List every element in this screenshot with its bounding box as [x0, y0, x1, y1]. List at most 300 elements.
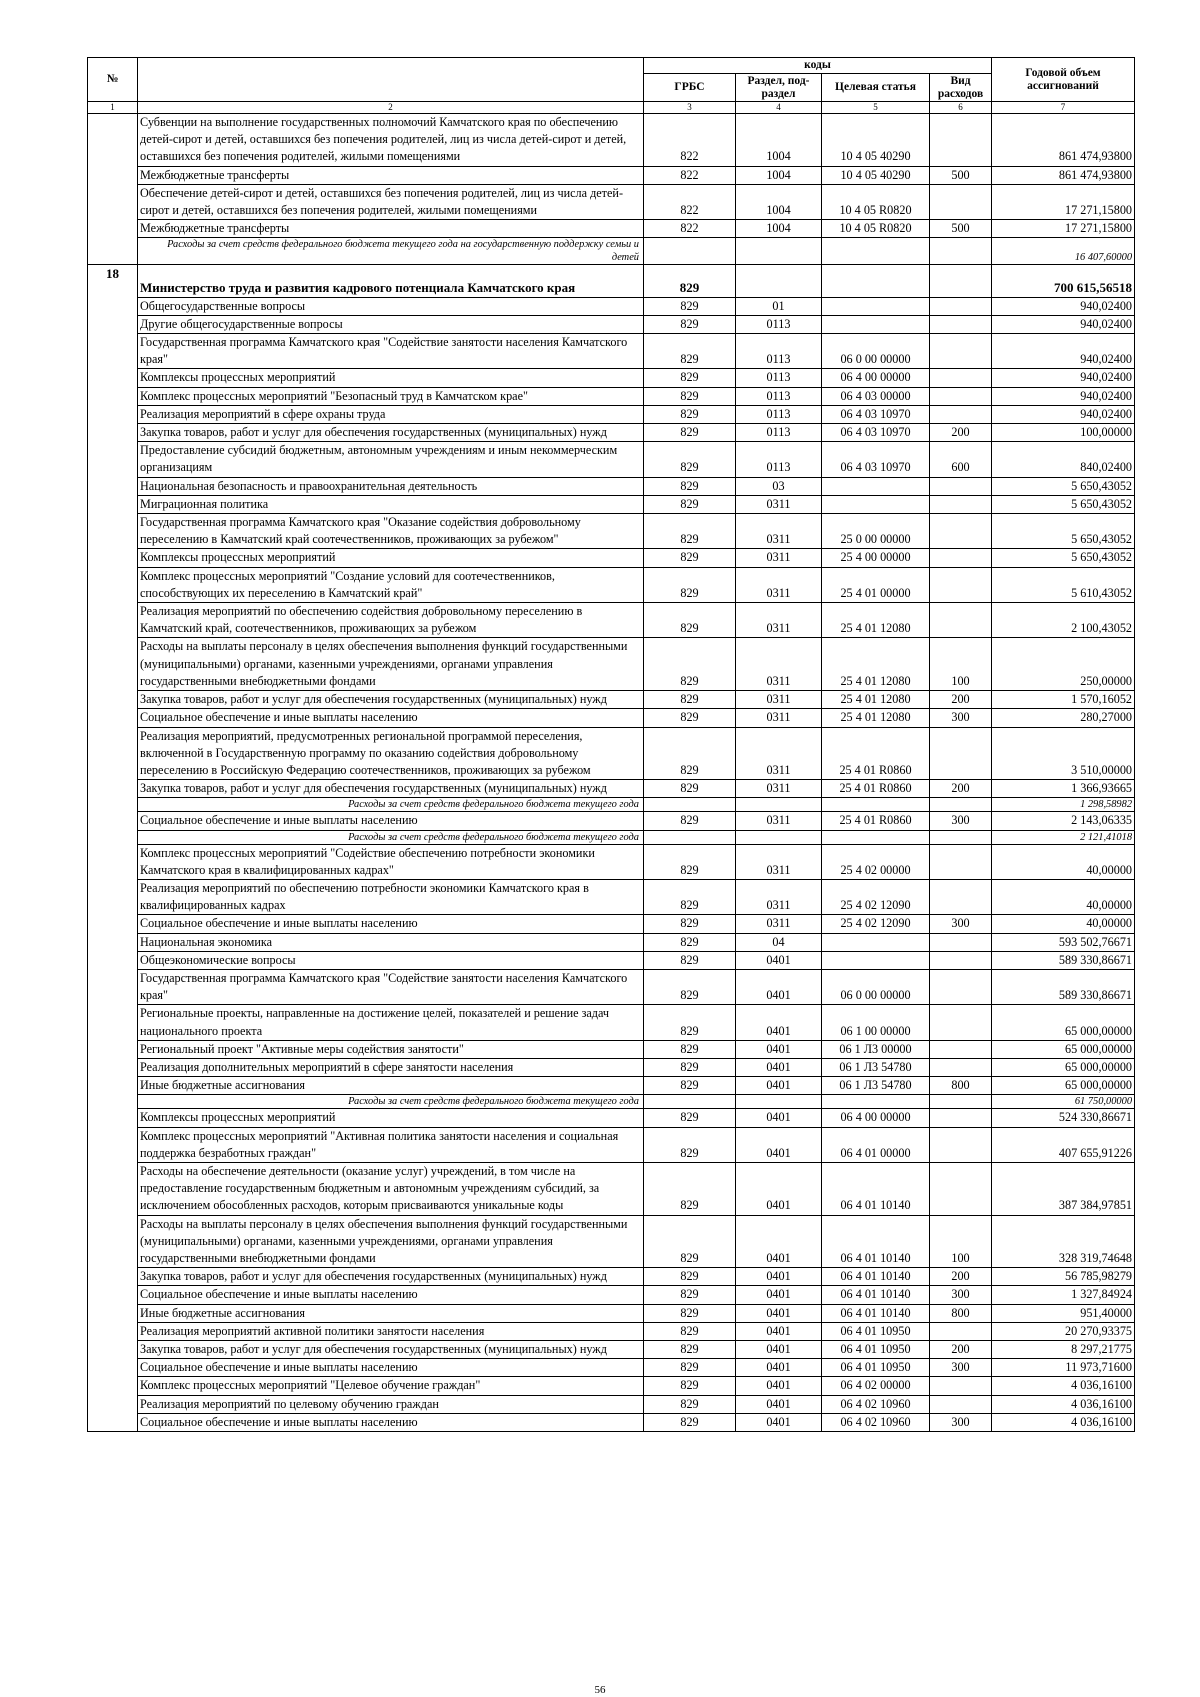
cell-section: 0113 [736, 315, 822, 333]
cell-annual: 840,02400 [992, 442, 1135, 477]
cell-annual: 940,02400 [992, 387, 1135, 405]
cell-name: Расходы на обеспечение деятельности (оказание услуг) учреждений, в том числе на предоставление государственным бюджетным и автономным учреждениям субсидий, за исключением обособленных расходов, которым присваиваются уникальные коды [138, 1162, 644, 1215]
cell-section: 0311 [736, 549, 822, 567]
cell-grbs: 829 [644, 495, 736, 513]
header-index: 4 [736, 102, 822, 114]
cell-annual: 56 785,98279 [992, 1268, 1135, 1286]
cell-expense-type [930, 315, 992, 333]
cell-grbs: 829 [644, 603, 736, 638]
cell-expense-type: 300 [930, 1413, 992, 1431]
cell-target [822, 933, 930, 951]
cell-expense-type [930, 1322, 992, 1340]
cell-expense-type [930, 549, 992, 567]
cell-section: 0401 [736, 1286, 822, 1304]
cell-grbs: 829 [644, 727, 736, 780]
cell-expense-type: 100 [930, 1215, 992, 1268]
cell-expense-type [930, 1395, 992, 1413]
cell-target: 25 4 01 12080 [822, 691, 930, 709]
cell-target: 25 4 02 12090 [822, 915, 930, 933]
cell-target: 06 4 01 00000 [822, 1127, 930, 1162]
cell-name: Иные бюджетные ассигнования [138, 1304, 644, 1322]
cell-grbs: 829 [644, 297, 736, 315]
cell-grbs: 829 [644, 1413, 736, 1431]
cell-target [822, 798, 930, 812]
cell-expense-type: 200 [930, 1341, 992, 1359]
cell-grbs [644, 1095, 736, 1109]
cell-annual: 407 655,91226 [992, 1127, 1135, 1162]
cell-target: 25 4 01 12080 [822, 638, 930, 691]
cell-name: Министерство труда и развития кадрового потенциала Камчатского края [138, 265, 644, 297]
cell-name: Комплекс процессных мероприятий "Целевое обучение граждан" [138, 1377, 644, 1395]
cell-expense-type [930, 514, 992, 549]
cell-grbs: 829 [644, 1040, 736, 1058]
cell-section: 0113 [736, 334, 822, 369]
cell-name: Государственная программа Камчатского края "Оказание содействия добровольному переселению в Камчатский край соотечественников, проживающих за рубежом" [138, 514, 644, 549]
cell-section: 0311 [736, 603, 822, 638]
cell-target: 06 4 00 00000 [822, 369, 930, 387]
cell-section [736, 1095, 822, 1109]
table-row [88, 1162, 1135, 1215]
cell-section: 01 [736, 297, 822, 315]
cell-annual: 40,00000 [992, 915, 1135, 933]
cell-section: 0401 [736, 1359, 822, 1377]
header-index: 6 [930, 102, 992, 114]
cell-grbs: 829 [644, 1162, 736, 1215]
cell-section: 0113 [736, 442, 822, 477]
cell-target: 06 4 01 10140 [822, 1304, 930, 1322]
table-row [88, 1359, 1135, 1377]
table-row [88, 727, 1135, 780]
cell-annual: 40,00000 [992, 844, 1135, 879]
cell-expense-type [930, 969, 992, 1004]
cell-name: Закупка товаров, работ и услуг для обеспечения государственных (муниципальных) нужд [138, 1341, 644, 1359]
cell-section: 0113 [736, 369, 822, 387]
cell-target: 06 4 01 10140 [822, 1268, 930, 1286]
cell-annual: 4 036,16100 [992, 1413, 1135, 1431]
cell-expense-type [930, 603, 992, 638]
cell-name: Закупка товаров, работ и услуг для обеспечения государственных (муниципальных) нужд [138, 691, 644, 709]
cell-name: Национальная экономика [138, 933, 644, 951]
cell-annual: 524 330,86671 [992, 1109, 1135, 1127]
cell-section: 0311 [736, 780, 822, 798]
cell-target: 06 1 Л3 54780 [822, 1058, 930, 1076]
cell-name: Социальное обеспечение и иные выплаты населению [138, 1359, 644, 1377]
cell-annual: 17 271,15800 [992, 220, 1135, 238]
cell-grbs: 829 [644, 265, 736, 297]
cell-section: 0401 [736, 1109, 822, 1127]
cell-number [88, 114, 138, 265]
cell-section: 1004 [736, 166, 822, 184]
cell-grbs: 829 [644, 691, 736, 709]
cell-name: Социальное обеспечение и иные выплаты населению [138, 812, 644, 830]
header-index: 2 [138, 102, 644, 114]
ministry-row [88, 265, 1135, 297]
cell-grbs: 822 [644, 166, 736, 184]
cell-section: 0113 [736, 387, 822, 405]
cell-expense-type [930, 844, 992, 879]
table-row [88, 442, 1135, 477]
cell-target: 06 1 Л3 54780 [822, 1077, 930, 1095]
cell-target: 10 4 05 40290 [822, 114, 930, 167]
cell-section: 0401 [736, 1341, 822, 1359]
cell-target [822, 238, 930, 265]
table-row [88, 1395, 1135, 1413]
cell-expense-type [930, 369, 992, 387]
cell-grbs: 829 [644, 951, 736, 969]
cell-expense-type [930, 951, 992, 969]
cell-annual: 65 000,00000 [992, 1005, 1135, 1040]
header-target: Целевая статья [822, 74, 930, 102]
cell-grbs: 829 [644, 442, 736, 477]
table-row [88, 1005, 1135, 1040]
header-index: 5 [822, 102, 930, 114]
cell-grbs: 829 [644, 334, 736, 369]
table-row [88, 915, 1135, 933]
cell-name: Расходы за счет средств федерального бюджета текущего года [138, 830, 644, 844]
table-header [88, 58, 1135, 114]
cell-name: Комплекс процессных мероприятий "Активная политика занятости населения и социальная поддержка безработных граждан" [138, 1127, 644, 1162]
table-row [88, 844, 1135, 879]
cell-annual: 2 121,41018 [992, 830, 1135, 844]
cell-expense-type [930, 477, 992, 495]
cell-grbs: 822 [644, 220, 736, 238]
table-row [88, 1077, 1135, 1095]
cell-annual: 11 973,71600 [992, 1359, 1135, 1377]
cell-grbs: 829 [644, 915, 736, 933]
cell-target [822, 477, 930, 495]
cell-expense-type: 200 [930, 691, 992, 709]
table-row [88, 951, 1135, 969]
cell-annual: 328 319,74648 [992, 1215, 1135, 1268]
cell-name: Региональный проект "Активные меры содействия занятости" [138, 1040, 644, 1058]
cell-annual: 593 502,76671 [992, 933, 1135, 951]
cell-grbs [644, 830, 736, 844]
cell-target [822, 1095, 930, 1109]
cell-grbs: 829 [644, 1215, 736, 1268]
table-row [88, 1377, 1135, 1395]
cell-name: Региональные проекты, направленные на достижение целей, показателей и решение задач национального проекта [138, 1005, 644, 1040]
cell-expense-type [930, 387, 992, 405]
cell-annual: 65 000,00000 [992, 1058, 1135, 1076]
cell-annual: 65 000,00000 [992, 1040, 1135, 1058]
cell-expense-type [930, 830, 992, 844]
cell-target: 25 0 00 00000 [822, 514, 930, 549]
budget-sheet [87, 57, 1134, 1432]
table-row [88, 297, 1135, 315]
cell-grbs: 829 [644, 1286, 736, 1304]
cell-expense-type: 300 [930, 709, 992, 727]
cell-section: 0401 [736, 1413, 822, 1431]
table-row [88, 933, 1135, 951]
cell-expense-type: 100 [930, 638, 992, 691]
cell-target [822, 495, 930, 513]
cell-section: 0311 [736, 638, 822, 691]
cell-annual: 387 384,97851 [992, 1162, 1135, 1215]
cell-target: 06 4 01 10140 [822, 1286, 930, 1304]
cell-annual: 17 271,15800 [992, 184, 1135, 219]
cell-annual: 951,40000 [992, 1304, 1135, 1322]
cell-grbs: 829 [644, 638, 736, 691]
cell-grbs: 829 [644, 424, 736, 442]
cell-grbs: 829 [644, 933, 736, 951]
cell-target: 25 4 02 00000 [822, 844, 930, 879]
table-row [88, 1286, 1135, 1304]
cell-annual: 4 036,16100 [992, 1377, 1135, 1395]
cell-section: 0401 [736, 1127, 822, 1162]
cell-annual: 8 297,21775 [992, 1341, 1135, 1359]
cell-expense-type: 200 [930, 424, 992, 442]
cell-grbs: 829 [644, 969, 736, 1004]
cell-expense-type: 800 [930, 1077, 992, 1095]
table-row [88, 495, 1135, 513]
cell-target: 25 4 01 12080 [822, 709, 930, 727]
cell-section: 0401 [736, 1322, 822, 1340]
header-index-row [88, 102, 1135, 114]
cell-name: Межбюджетные трансферты [138, 166, 644, 184]
table-row [88, 1268, 1135, 1286]
table-row [88, 315, 1135, 333]
table-row [88, 387, 1135, 405]
note-row [88, 830, 1135, 844]
cell-annual: 1 327,84924 [992, 1286, 1135, 1304]
cell-grbs [644, 798, 736, 812]
cell-target [822, 315, 930, 333]
table-row [88, 1322, 1135, 1340]
cell-expense-type: 200 [930, 1268, 992, 1286]
header-codes: коды [644, 58, 992, 74]
cell-name: Общеэкономические вопросы [138, 951, 644, 969]
cell-name: Закупка товаров, работ и услуг для обеспечения государственных (муниципальных) нужд [138, 780, 644, 798]
cell-target: 25 4 01 12080 [822, 603, 930, 638]
cell-annual: 280,27000 [992, 709, 1135, 727]
note-row [88, 798, 1135, 812]
cell-section: 0311 [736, 915, 822, 933]
cell-name: Расходы за счет средств федерального бюджета текущего года [138, 1095, 644, 1109]
cell-target: 25 4 01 R0860 [822, 812, 930, 830]
cell-expense-type: 500 [930, 220, 992, 238]
cell-section: 0311 [736, 844, 822, 879]
cell-target: 06 4 01 10950 [822, 1341, 930, 1359]
cell-annual: 1 366,93665 [992, 780, 1135, 798]
cell-target: 06 4 00 00000 [822, 1109, 930, 1127]
cell-section: 0311 [736, 691, 822, 709]
cell-target: 06 4 02 00000 [822, 1377, 930, 1395]
cell-expense-type [930, 933, 992, 951]
cell-annual: 3 510,00000 [992, 727, 1135, 780]
cell-section: 0311 [736, 495, 822, 513]
cell-target: 06 0 00 00000 [822, 969, 930, 1004]
cell-grbs: 829 [644, 567, 736, 602]
cell-expense-type [930, 567, 992, 602]
cell-name: Предоставление субсидий бюджетным, автономным учреждениям и иным некоммерческим организациям [138, 442, 644, 477]
cell-grbs: 822 [644, 184, 736, 219]
cell-target: 10 4 05 R0820 [822, 184, 930, 219]
cell-expense-type: 300 [930, 812, 992, 830]
cell-name: Расходы за счет средств федерального бюджета текущего года [138, 798, 644, 812]
cell-annual: 1 298,58982 [992, 798, 1135, 812]
cell-name: Государственная программа Камчатского края "Содействие занятости населения Камчатского края" [138, 334, 644, 369]
cell-section: 0311 [736, 709, 822, 727]
table-row [88, 1341, 1135, 1359]
cell-expense-type [930, 1377, 992, 1395]
table-row [88, 369, 1135, 387]
cell-grbs: 829 [644, 1359, 736, 1377]
cell-annual: 5 610,43052 [992, 567, 1135, 602]
cell-grbs: 829 [644, 1268, 736, 1286]
table-row [88, 1127, 1135, 1162]
cell-annual: 2 143,06335 [992, 812, 1135, 830]
table-row [88, 1413, 1135, 1431]
table-row [88, 514, 1135, 549]
cell-expense-type [930, 114, 992, 167]
cell-grbs: 829 [644, 1377, 736, 1395]
cell-grbs: 829 [644, 477, 736, 495]
cell-section [736, 238, 822, 265]
cell-name: Социальное обеспечение и иные выплаты населению [138, 709, 644, 727]
cell-annual: 5 650,43052 [992, 514, 1135, 549]
cell-name: Комплекс процессных мероприятий "Содействие обеспечению потребности экономики Камчатского края в квалифицированных кадрах" [138, 844, 644, 879]
cell-name: Расходы за счет средств федерального бюджета текущего года на государственную поддержку семьи и детей [138, 238, 644, 265]
cell-expense-type: 800 [930, 1304, 992, 1322]
header-expense-type: Вид расходов [930, 74, 992, 102]
cell-annual: 861 474,93800 [992, 166, 1135, 184]
cell-annual: 5 650,43052 [992, 477, 1135, 495]
cell-name: Комплексы процессных мероприятий [138, 549, 644, 567]
cell-target: 25 4 01 R0860 [822, 727, 930, 780]
cell-expense-type [930, 1095, 992, 1109]
cell-grbs: 829 [644, 1395, 736, 1413]
cell-name: Обеспечение детей-сирот и детей, оставшихся без попечения родителей, лиц из числа детей-сирот и детей, оставшихся без попечения родителей, жилыми помещениями [138, 184, 644, 219]
table-row [88, 812, 1135, 830]
cell-section: 0401 [736, 1377, 822, 1395]
cell-section [736, 265, 822, 297]
cell-expense-type: 600 [930, 442, 992, 477]
table-row [88, 879, 1135, 914]
cell-target: 10 4 05 R0820 [822, 220, 930, 238]
cell-section: 0401 [736, 1162, 822, 1215]
table-row [88, 1215, 1135, 1268]
cell-target: 25 4 00 00000 [822, 549, 930, 567]
cell-target [822, 830, 930, 844]
cell-target [822, 265, 930, 297]
cell-expense-type [930, 1005, 992, 1040]
cell-section: 0311 [736, 727, 822, 780]
cell-name: Расходы на выплаты персоналу в целях обеспечения выполнения функций государственными (муниципальными) органами, казенными учреждениями, органами управления государственными внебюджетными фондами [138, 1215, 644, 1268]
cell-section: 0401 [736, 1058, 822, 1076]
cell-grbs: 829 [644, 879, 736, 914]
table-row [88, 969, 1135, 1004]
table-row [88, 780, 1135, 798]
table-row [88, 477, 1135, 495]
header-grbs: ГРБС [644, 74, 736, 102]
budget-table [87, 57, 1135, 1432]
table-row [88, 334, 1135, 369]
cell-name: Комплексы процессных мероприятий [138, 369, 644, 387]
cell-expense-type [930, 1040, 992, 1058]
table-row [88, 1304, 1135, 1322]
cell-target: 10 4 05 40290 [822, 166, 930, 184]
cell-expense-type [930, 1127, 992, 1162]
cell-section: 0311 [736, 567, 822, 602]
table-row [88, 184, 1135, 219]
cell-grbs: 829 [644, 1341, 736, 1359]
header-annual: Годовой объем ассигнований [992, 58, 1135, 102]
cell-target: 06 4 01 10140 [822, 1162, 930, 1215]
cell-name: Социальное обеспечение и иные выплаты населению [138, 1286, 644, 1304]
cell-section [736, 830, 822, 844]
cell-name: Комплекс процессных мероприятий "Безопасный труд в Камчатском крае" [138, 387, 644, 405]
cell-section: 1004 [736, 114, 822, 167]
cell-expense-type [930, 727, 992, 780]
cell-name: Реализация мероприятий по обеспечению содействия добровольному переселению в Камчатский край, соотечественников, проживающих за рубежом [138, 603, 644, 638]
table-row [88, 603, 1135, 638]
table-row [88, 567, 1135, 602]
cell-grbs: 829 [644, 514, 736, 549]
cell-target: 06 1 Л3 00000 [822, 1040, 930, 1058]
cell-target [822, 297, 930, 315]
cell-grbs: 829 [644, 549, 736, 567]
cell-target: 06 4 02 10960 [822, 1413, 930, 1431]
cell-section: 0113 [736, 424, 822, 442]
cell-annual: 589 330,86671 [992, 951, 1135, 969]
cell-target: 25 4 01 00000 [822, 567, 930, 602]
cell-annual: 940,02400 [992, 334, 1135, 369]
cell-grbs [644, 238, 736, 265]
cell-name: Социальное обеспечение и иные выплаты населению [138, 1413, 644, 1431]
cell-name: Реализация мероприятий, предусмотренных региональной программой переселения, включенной в Государственную программу по оказанию содействия добровольному переселению в Российскую Федерацию соотечественников, проживающих за рубежом [138, 727, 644, 780]
cell-annual: 940,02400 [992, 315, 1135, 333]
header-index: 1 [88, 102, 138, 114]
cell-expense-type: 300 [930, 1359, 992, 1377]
table-row [88, 424, 1135, 442]
cell-target: 06 4 01 10950 [822, 1322, 930, 1340]
cell-target: 06 4 01 10950 [822, 1359, 930, 1377]
cell-name: Иные бюджетные ассигнования [138, 1077, 644, 1095]
cell-expense-type [930, 184, 992, 219]
cell-section: 0401 [736, 951, 822, 969]
cell-annual: 940,02400 [992, 405, 1135, 423]
cell-annual: 940,02400 [992, 369, 1135, 387]
cell-target: 06 1 00 00000 [822, 1005, 930, 1040]
cell-annual: 40,00000 [992, 879, 1135, 914]
cell-expense-type [930, 495, 992, 513]
cell-grbs: 822 [644, 114, 736, 167]
cell-target: 06 4 01 10140 [822, 1215, 930, 1268]
cell-annual: 940,02400 [992, 297, 1135, 315]
cell-grbs: 829 [644, 1127, 736, 1162]
cell-annual: 2 100,43052 [992, 603, 1135, 638]
cell-annual: 589 330,86671 [992, 969, 1135, 1004]
cell-number: 18 [88, 265, 138, 1432]
cell-annual: 20 270,93375 [992, 1322, 1135, 1340]
cell-section: 0401 [736, 1005, 822, 1040]
table-row [88, 114, 1135, 167]
cell-grbs: 829 [644, 387, 736, 405]
cell-expense-type [930, 1109, 992, 1127]
cell-name: Общегосударственные вопросы [138, 297, 644, 315]
cell-grbs: 829 [644, 844, 736, 879]
cell-section [736, 798, 822, 812]
cell-section: 0113 [736, 405, 822, 423]
header-number: № [88, 58, 138, 102]
cell-annual: 100,00000 [992, 424, 1135, 442]
cell-annual: 61 750,00000 [992, 1095, 1135, 1109]
cell-target: 06 4 03 10970 [822, 424, 930, 442]
cell-annual: 700 615,56518 [992, 265, 1135, 297]
cell-expense-type: 200 [930, 780, 992, 798]
cell-name: Национальная безопасность и правоохранительная деятельность [138, 477, 644, 495]
header-index: 3 [644, 102, 736, 114]
